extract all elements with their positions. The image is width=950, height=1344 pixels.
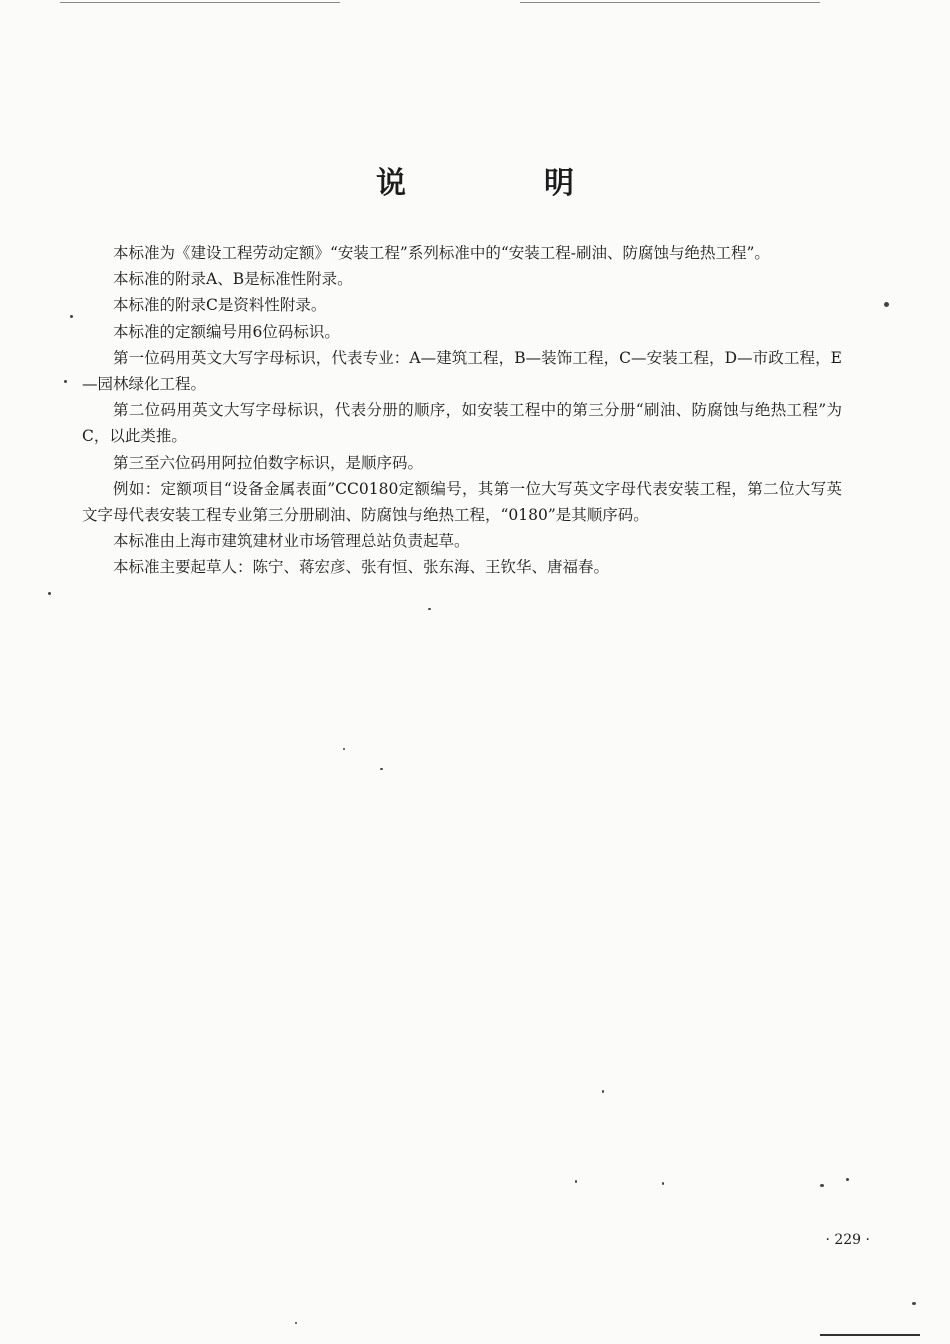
body-text [82,240,842,581]
scan-speck [48,592,51,595]
scan-speck [428,608,431,610]
scan-speck [70,315,73,318]
paragraph-code-second-digit: 第二位码用英文大写字母标识，代表分册的顺序，如安装工程中的第三分册“刷油、防腐蚀与绝热工程”为C，以此类推。 [82,401,842,446]
scan-speck [602,1090,604,1093]
scan-edge-line [520,2,820,3]
scan-speck [575,1180,577,1183]
scan-speck [343,748,345,750]
scan-speck [662,1182,664,1185]
paragraph-appendix-normative: 本标准的附录A、B是标准性附录。 [113,270,353,289]
paragraph-drafting-org: 本标准由上海市建筑建材业市场管理总站负责起草。 [113,532,470,551]
paragraph-appendix-informative: 本标准的附录C是资料性附录。 [113,296,327,315]
scan-speck [295,1322,297,1324]
paragraph-code-sequence: 第三至六位码用阿拉伯数字标识，是顺序码。 [113,453,424,472]
page-title: 说 明 [376,166,628,201]
scan-edge-line [820,1334,920,1336]
paragraph-code-example: 例如：定额项目“设备金属表面”CC0180定额编号，其第一位大写英文字母代表安装工程，第二位大写英文字母代表安装工程专业第三分册刷油、防腐蚀与绝热工程，“0180”是其顺序码。 [82,479,842,525]
paragraph-scope: 本标准为《建设工程劳动定额》“安装工程”系列标准中的“安装工程-刷油、防腐蚀与绝热工程”。 [113,244,770,262]
scan-speck [64,380,67,383]
scan-speck [884,302,889,307]
paragraph-code-intro: 本标准的定额编号用6位码标识。 [113,322,340,341]
scan-edge-line [60,2,340,3]
scan-speck [820,1184,824,1187]
scan-speck [846,1178,849,1181]
page-number: · 229 · [825,1232,870,1248]
scan-speck [380,768,383,770]
paragraph-drafters: 本标准主要起草人：陈宁、蒋宏彦、张有恒、张东海、王钦华、唐福春。 [113,558,610,577]
paragraph-code-first-digit: 第一位码用英文大写字母标识，代表专业：A—建筑工程，B—装饰工程，C—安装工程，D—市政工程，E—园林绿化工程。 [82,348,842,394]
scan-speck [912,1302,916,1305]
